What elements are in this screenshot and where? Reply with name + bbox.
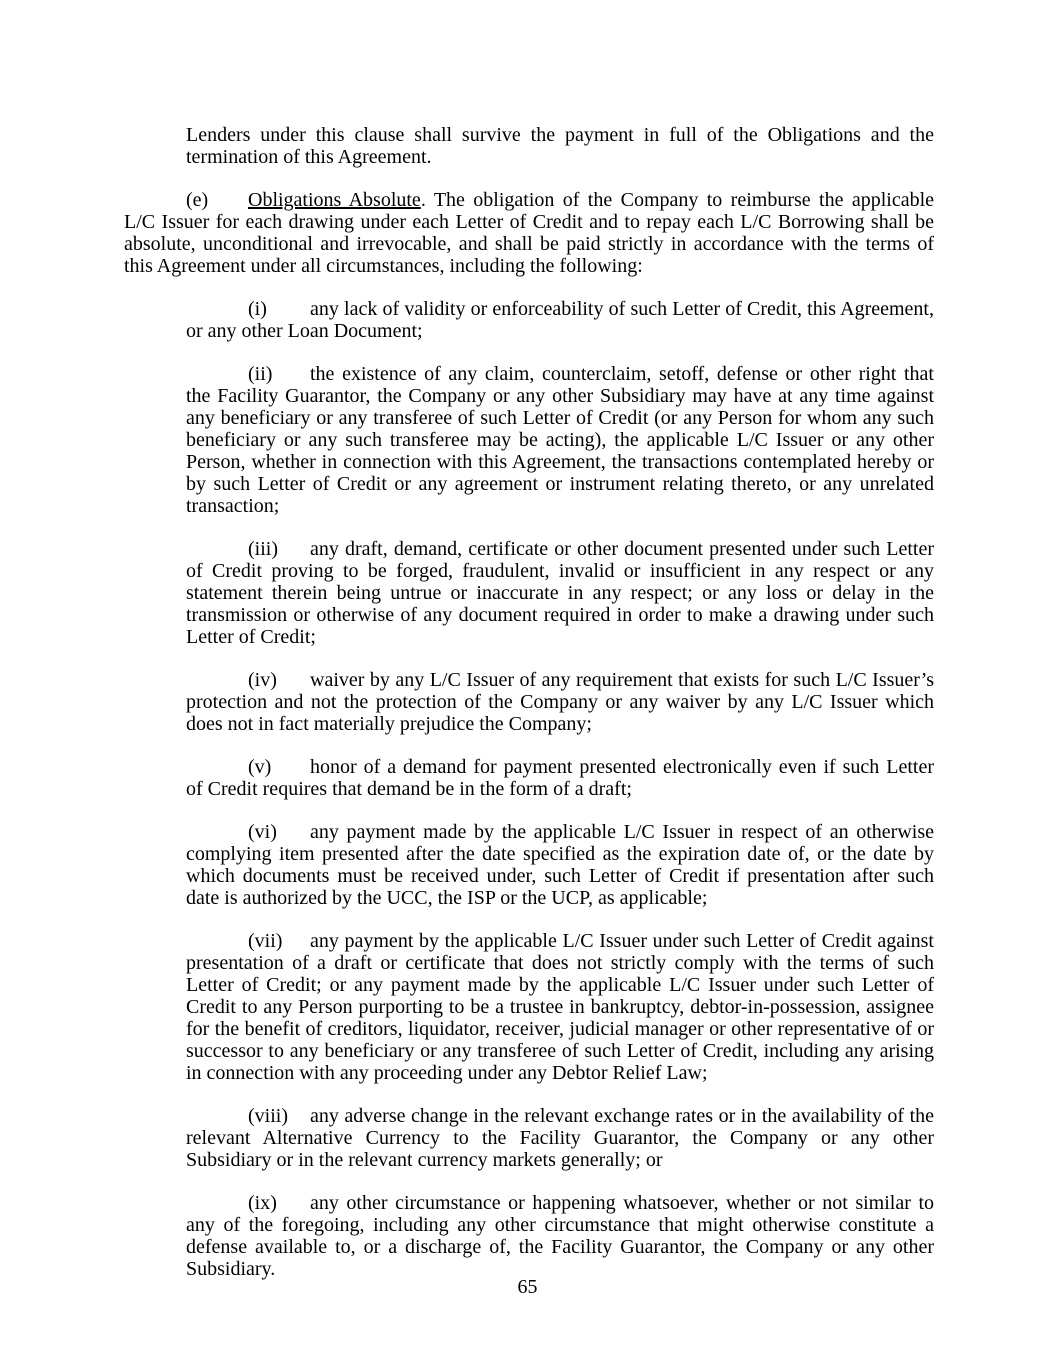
item-viii-text: any adverse change in the relevant exchange rates or in the availability of the relevant Alternative Currency to the Facility Guarantor, the Company or any other Subsidiary or in the relevant currency markets generally; or (186, 1105, 934, 1171)
list-item-v (124, 756, 934, 800)
list-item-iii (124, 538, 934, 648)
item-vi-label: (vi) (248, 821, 277, 843)
clause-e-body-text: . The obligation of the Company to reimburse the applicable L/C Issuer for each drawing under each Letter of Credit and to repay each L/C Borrowing shall be absolute, unconditional and irrevocable, and shall be paid strictly in accordance with the terms of this Agreement under all circumstances, including the following: (124, 189, 935, 277)
list-item-ii (124, 363, 934, 517)
item-ix-text: any other circumstance or happening whatsoever, whether or not similar to any of the foregoing, including any other circumstance that might otherwise constitute a defense available to, or a discharge of, the Facility Guarantor, the Company or any other Subsidiary. (186, 1192, 934, 1280)
clause-e-paragraph (124, 189, 934, 277)
list-item-vi (124, 821, 934, 909)
list-item-viii (124, 1105, 934, 1171)
item-ix-label: (ix) (248, 1192, 277, 1214)
item-iii-text: any draft, demand, certificate or other document presented under such Letter of Credit proving to be forged, fraudulent, invalid or insufficient in any respect or any statement therein being untrue or inaccurate in any respect; or any loss or delay in the transmission or otherwise of any document required in order to make a drawing under such Letter of Credit; (186, 538, 934, 648)
clause-e-heading: Obligations Absolute (248, 189, 421, 211)
item-v-text: honor of a demand for payment presented electronically even if such Letter of Credit requires that demand be in the form of a draft; (186, 756, 934, 800)
item-iv-label: (iv) (248, 669, 277, 691)
list-item-i (124, 298, 934, 342)
item-vii-text: any payment by the applicable L/C Issuer under such Letter of Credit against presentation of a draft or certificate that does not strictly comply with the terms of such Letter of Credit; or any payment made by the applicable L/C Issuer under such Letter of Credit to any Person purporting to be a trustee in bankruptcy, debtor-in-possession, assignee for the benefit of creditors, liquidator, receiver, judicial manager or other representative of or successor to any beneficiary or any transferee of such Letter of Credit, including any arising in connection with any proceeding under any Debtor Relief Law; (186, 930, 934, 1084)
list-item-iv (124, 669, 934, 735)
list-item-vii (124, 930, 934, 1084)
item-vi-text: any payment made by the applicable L/C Issuer in respect of an otherwise complying item presented after the date specified as the expiration date of, or the date by which documents must be received under, such Letter of Credit if presentation after such date is authorized by the UCC, the ISP or the UCP, as applicable; (186, 821, 934, 909)
document-body (124, 124, 934, 1301)
clause-e-label: (e) (186, 189, 209, 211)
item-viii-label: (viii) (248, 1105, 288, 1127)
item-iv-text: waiver by any L/C Issuer of any requirement that exists for such L/C Issuer’s protection and not the protection of the Company or any waiver by any L/C Issuer which does not in fact materially prejudice the Company; (186, 669, 934, 735)
item-ii-label: (ii) (248, 363, 273, 385)
item-v-label: (v) (248, 756, 272, 778)
list-item-ix (124, 1192, 934, 1280)
item-i-label: (i) (248, 298, 267, 320)
page-number: 65 (517, 1276, 538, 1298)
continuation-paragraph: Lenders under this clause shall survive the payment in full of the Obligations and the termination of this Agreement. (186, 124, 934, 168)
item-i-text: any lack of validity or enforceability of such Letter of Credit, this Agreement, or any other Loan Document; (186, 298, 934, 342)
item-iii-label: (iii) (248, 538, 278, 560)
item-ii-text: the existence of any claim, counterclaim, setoff, defense or other right that the Facility Guarantor, the Company or any other Subsidiary may have at any time against any beneficiary or any transferee of such Letter of Credit (or any Person for whom any such beneficiary or any such transferee may be acting), the applicable L/C Issuer or any other Person, whether in connection with this Agreement, the transactions contemplated hereby or by such Letter of Credit or any agreement or instrument relating thereto, or any unrelated transaction; (186, 363, 934, 517)
item-vii-label: (vii) (248, 930, 283, 952)
